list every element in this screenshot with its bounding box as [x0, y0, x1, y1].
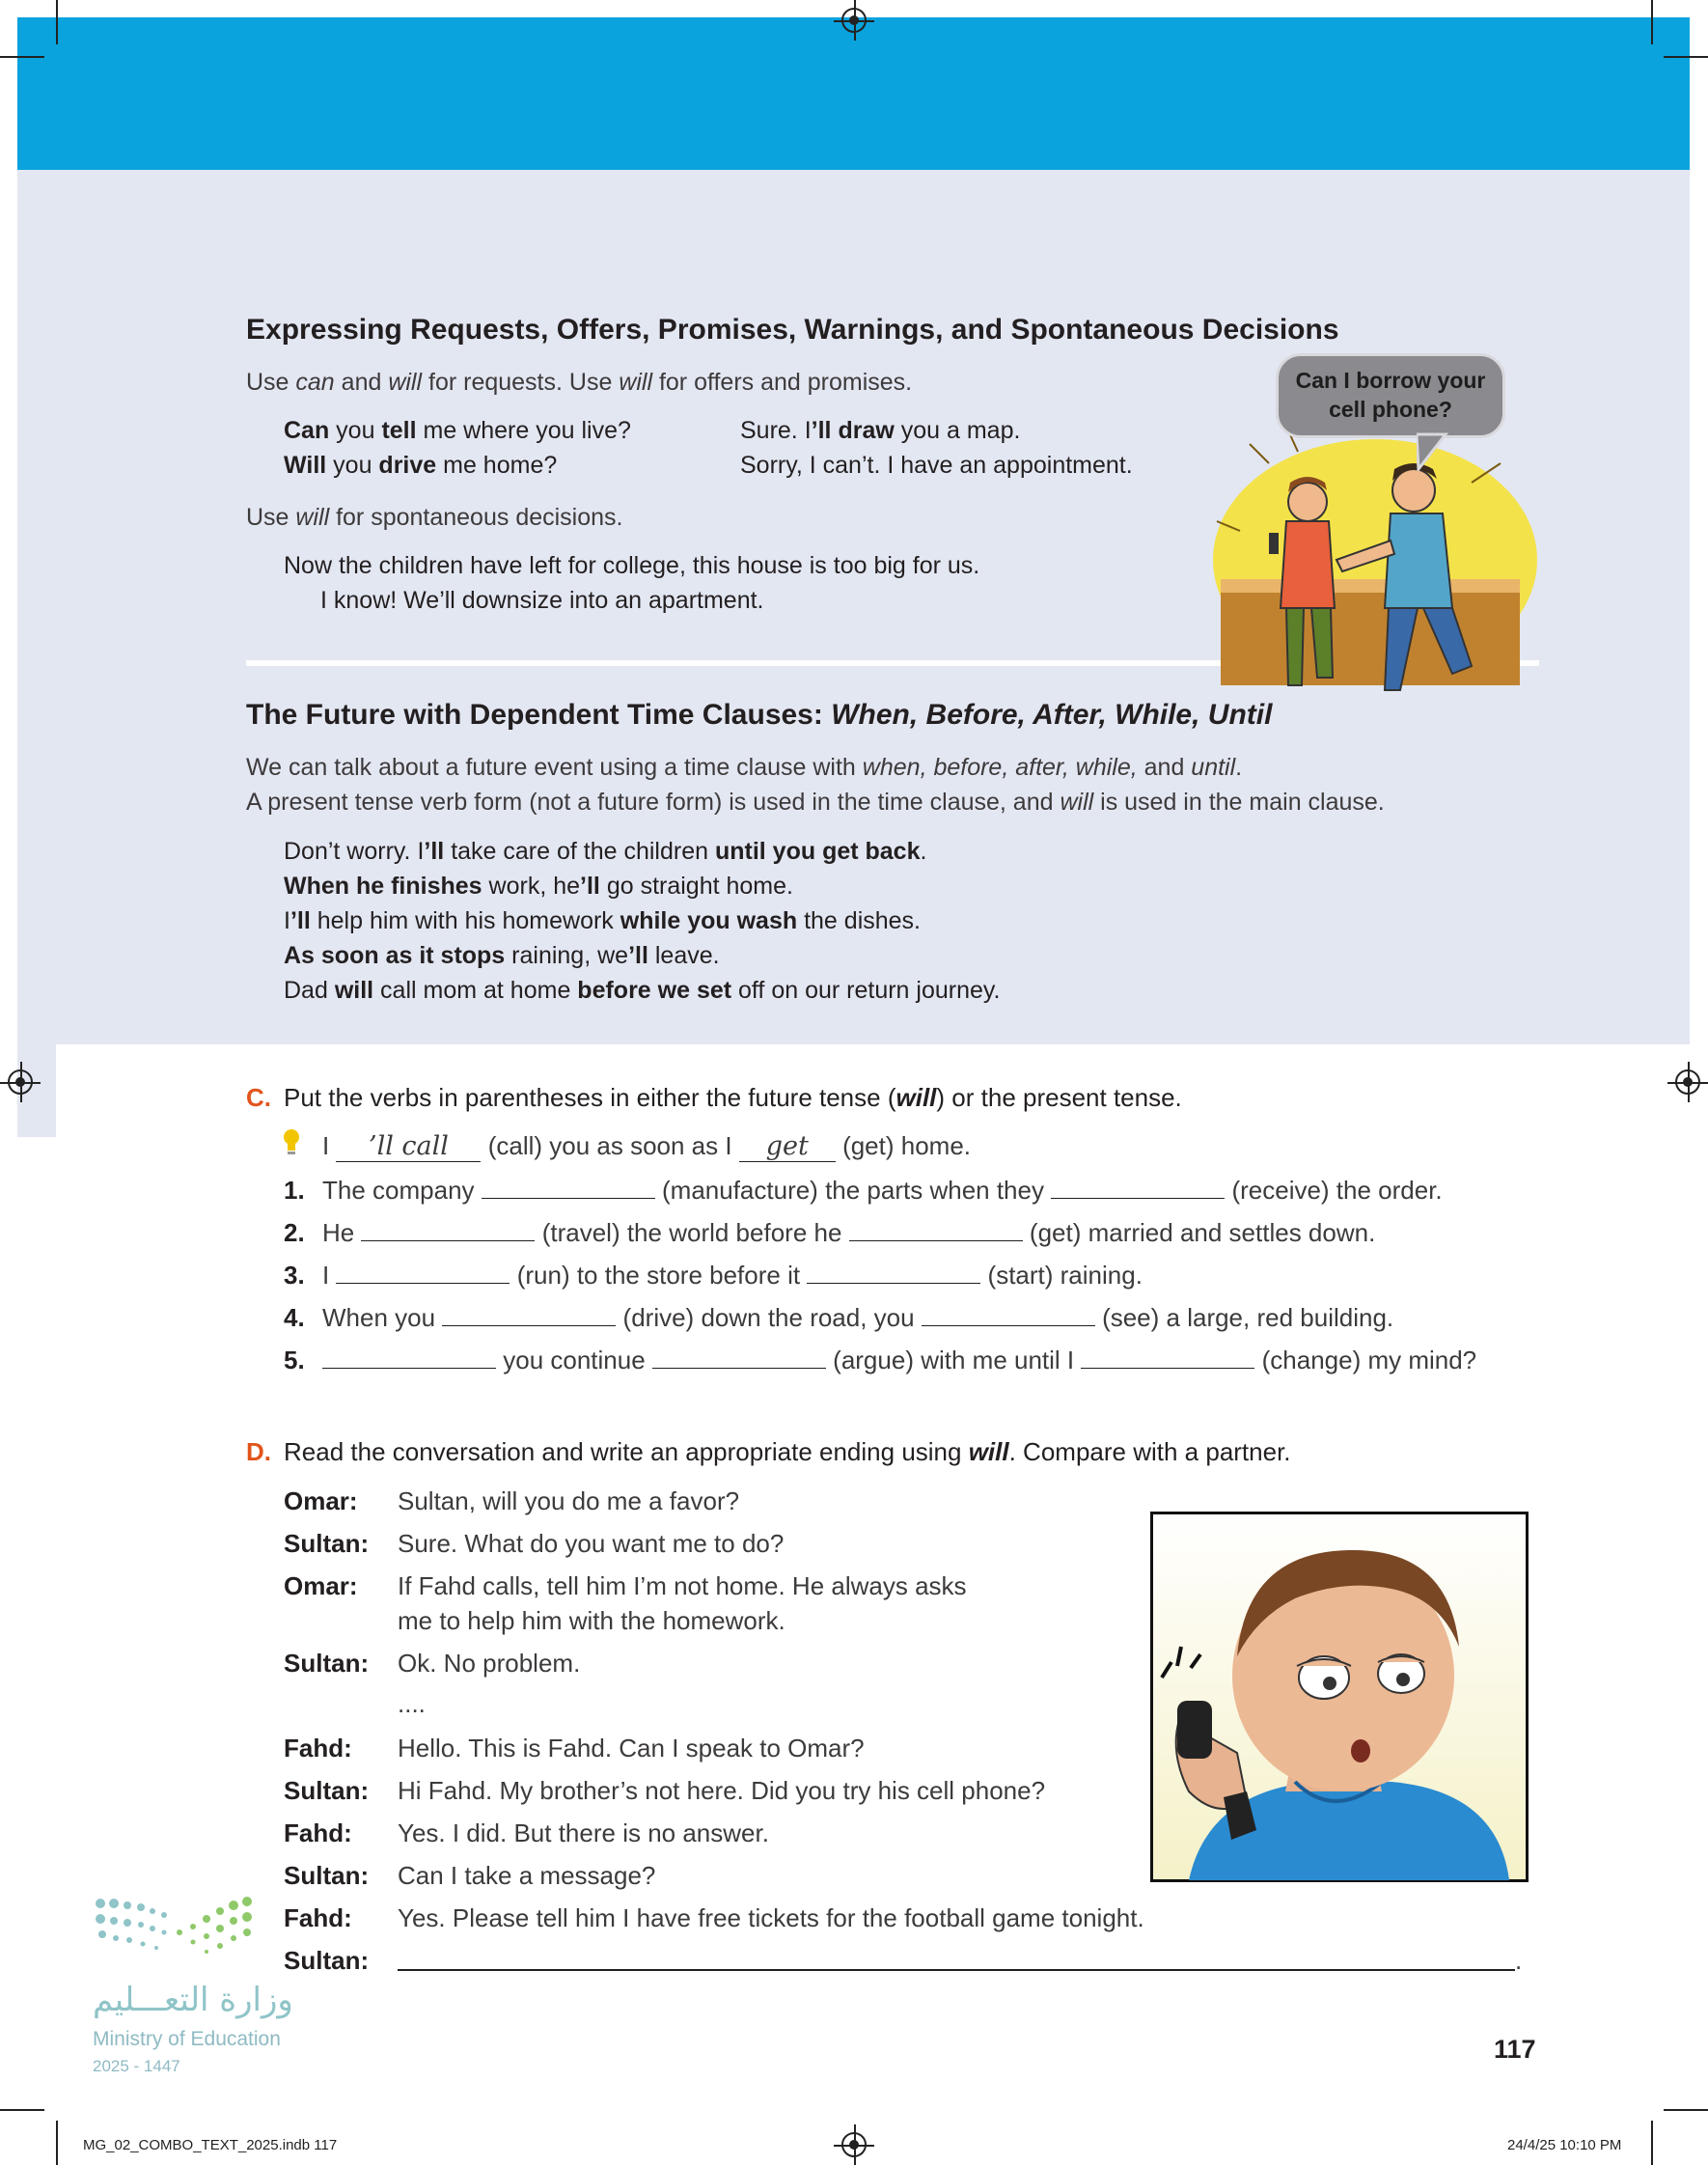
registration-mark-icon: [8, 1069, 33, 1095]
example-answer-1: ’ll call: [336, 1131, 481, 1162]
crop-mark: [1664, 56, 1708, 58]
intro-requests: Use can and will for requests. Use will for offers and promises.: [246, 369, 913, 396]
example-time-1: Don’t worry. I’ll take care of the children until you get back.: [284, 838, 927, 865]
exercise-d-label: D.: [246, 1437, 271, 1466]
dialogue-line: Yes. I did. But there is no answer.: [398, 1818, 769, 1847]
speaker-name: Fahd:: [284, 1903, 352, 1932]
example-decision-2: I know! We’ll downsize into an apartment.: [320, 587, 764, 614]
section-heading-time-clauses: The Future with Dependent Time Clauses: When, Before, After, While, Until: [246, 699, 1273, 731]
crop-mark: [0, 2109, 44, 2111]
ministry-english-name: Ministry of Education: [93, 2028, 281, 2050]
example-decision-1: Now the children have left for college, this house is too big for us.: [284, 552, 980, 579]
registration-mark-icon: [841, 2132, 867, 2157]
lightbulb-icon: [282, 1127, 301, 1156]
answer-blank[interactable]: [322, 1346, 496, 1369]
intro-time-clauses-2: A present tense verb form (not a future form) is used in the time clause, and will is used in the main clause.: [246, 789, 1385, 816]
answer-line[interactable]: [398, 1969, 1515, 1971]
section-heading-requests: Expressing Requests, Offers, Promises, Warnings, and Spontaneous Decisions: [246, 314, 1339, 346]
dialogue-line: me to help him with the homework.: [398, 1606, 785, 1635]
answer-blank[interactable]: [807, 1262, 980, 1284]
item-number: 5.: [284, 1346, 305, 1374]
answer-blank[interactable]: [482, 1177, 655, 1199]
speaker-name: Sultan:: [284, 1529, 370, 1558]
dialogue-line: Ok. No problem.: [398, 1649, 581, 1678]
exercise-c-item-1: The company (manufacture) the parts when they (receive) the order.: [322, 1176, 1443, 1205]
speech-bubble-tail: [1417, 432, 1455, 471]
page-number: 117: [1494, 2035, 1536, 2064]
example-time-5: Dad will call mom at home before we set off on our return journey.: [284, 977, 1001, 1004]
footer-file-info: MG_02_COMBO_TEXT_2025.indb 117: [83, 2137, 338, 2153]
answer-blank[interactable]: [1051, 1177, 1225, 1199]
footer-timestamp: 24/4/25 10:10 PM: [1507, 2137, 1622, 2153]
intro-time-clauses-1: We can talk about a future event using a time clause with when, before, after, while, and until.: [246, 754, 1243, 781]
dialogue-line: Can I take a message?: [398, 1861, 656, 1890]
ministry-year: 2025 - 1447: [93, 2057, 180, 2075]
crop-mark: [1651, 0, 1653, 44]
answer-blank[interactable]: [361, 1219, 535, 1241]
crop-mark: [56, 0, 58, 44]
answer-blank[interactable]: [849, 1219, 1023, 1241]
example-time-2: When he finishes work, he’ll go straight home.: [284, 873, 793, 900]
exercise-c-item-3: I (run) to the store before it (start) raining.: [322, 1261, 1143, 1290]
crop-mark: [0, 56, 44, 58]
item-number: 4.: [284, 1303, 305, 1332]
exercise-c-label: C.: [246, 1083, 271, 1112]
dialogue-line: Sure. What do you want me to do?: [398, 1529, 785, 1558]
item-number: 3.: [284, 1261, 305, 1290]
example-time-3: I’ll help him with his homework while you wash the dishes.: [284, 907, 921, 934]
speaker-name: Sultan:: [284, 1861, 370, 1890]
speaker-name: Fahd:: [284, 1734, 352, 1763]
speaker-name: Omar:: [284, 1486, 358, 1515]
dialogue-line: Hello. This is Fahd. Can I speak to Omar?: [398, 1734, 865, 1763]
example-request-2: Will you drive me home?: [284, 452, 558, 479]
item-number: 2.: [284, 1218, 305, 1247]
speaker-name: Sultan:: [284, 1946, 370, 1975]
example-request-1: Can you tell me where you live?: [284, 417, 631, 444]
exercise-c-item-5: you continue (argue) with me until I (change) my mind?: [322, 1346, 1476, 1375]
exercise-c-example: I ’ll call (call) you as soon as I get (get) home.: [322, 1131, 972, 1161]
example-time-4: As soon as it stops raining, we’ll leave.: [284, 942, 720, 969]
registration-mark-icon: [841, 8, 867, 33]
ministry-arabic-name: وزارة التعـــليم: [93, 1981, 293, 2019]
exercise-c-item-4: When you (drive) down the road, you (see) a large, red building.: [322, 1303, 1394, 1332]
answer-blank[interactable]: [442, 1304, 616, 1326]
dialogue-line: Yes. Please tell him I have free tickets for the football game tonight.: [398, 1903, 1144, 1932]
boy-on-phone-illustration: [1150, 1512, 1529, 1882]
speaker-name: Sultan:: [284, 1649, 370, 1678]
example-offer-2: Sorry, I can’t. I have an appointment.: [740, 452, 1133, 479]
ministry-logo-icon: [93, 1894, 305, 1971]
example-offer-1: Sure. I’ll draw you a map.: [740, 417, 1021, 444]
dialogue-line: Hi Fahd. My brother’s not here. Did you try his cell phone?: [398, 1776, 1046, 1805]
crop-mark: [1664, 2109, 1708, 2111]
speaker-name: Omar:: [284, 1571, 358, 1600]
exercise-c-instruction: Put the verbs in parentheses in either the future tense (will) or the present tense.: [284, 1083, 1182, 1112]
registration-mark-icon: [1675, 1069, 1700, 1095]
answer-blank[interactable]: [1081, 1346, 1254, 1369]
crop-mark: [1651, 2121, 1653, 2165]
crop-mark: [56, 2121, 58, 2165]
answer-blank[interactable]: [336, 1262, 510, 1284]
answer-period: .: [1515, 1946, 1523, 1975]
intro-spontaneous: Use will for spontaneous decisions.: [246, 504, 623, 531]
item-number: 1.: [284, 1176, 305, 1205]
speaker-name: Sultan:: [284, 1776, 370, 1805]
example-answer-2: get: [739, 1131, 836, 1162]
dialogue-ellipsis: ....: [398, 1689, 426, 1718]
exercise-d-instruction: Read the conversation and write an appropriate ending using will. Compare with a partner.: [284, 1437, 1291, 1466]
answer-blank[interactable]: [652, 1346, 826, 1369]
answer-blank[interactable]: [922, 1304, 1095, 1326]
speaker-name: Fahd:: [284, 1818, 352, 1847]
exercise-c-item-2: He (travel) the world before he (get) married and settles down.: [322, 1218, 1376, 1247]
speech-bubble: Can I borrow your cell phone?: [1276, 353, 1505, 438]
boys-phone-illustration: [1211, 425, 1539, 695]
dialogue-line: If Fahd calls, tell him I’m not home. He always asks: [398, 1571, 967, 1600]
dialogue-line: Sultan, will you do me a favor?: [398, 1486, 740, 1515]
